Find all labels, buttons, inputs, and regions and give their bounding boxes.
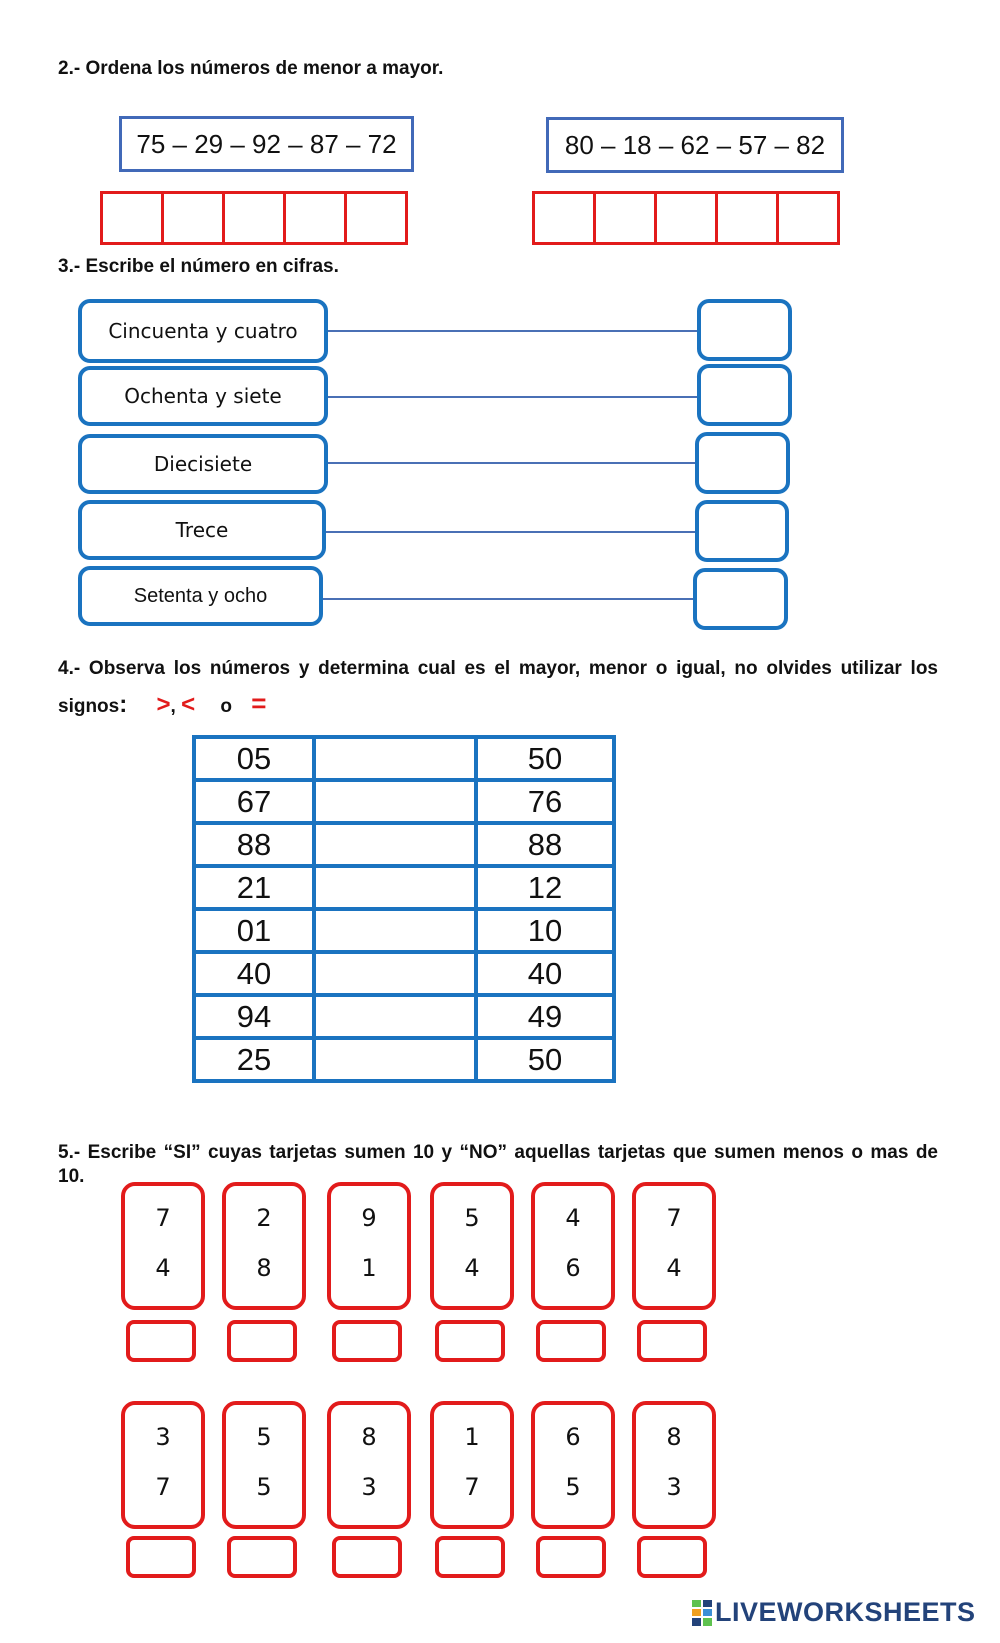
liveworksheets-logo xyxy=(692,1597,976,1628)
card-bottom-number: 3 xyxy=(666,1473,682,1501)
card-bottom-number: 1 xyxy=(361,1254,377,1282)
order-answer-row-1 xyxy=(100,191,408,245)
left-number: 40 xyxy=(194,952,314,995)
left-number: 21 xyxy=(194,866,314,909)
card-bottom-number: 4 xyxy=(666,1254,682,1282)
comparison-row xyxy=(194,952,614,995)
comparison-answer-cell[interactable] xyxy=(314,737,476,780)
number-word-box: Diecisiete xyxy=(78,434,328,494)
comparison-row xyxy=(194,737,614,780)
left-number: 94 xyxy=(194,995,314,1038)
number-card xyxy=(327,1182,411,1310)
left-number: 67 xyxy=(194,780,314,823)
comparison-answer-cell[interactable] xyxy=(314,952,476,995)
card-bottom-number: 4 xyxy=(464,1254,480,1282)
comparison-answer-cell[interactable] xyxy=(314,866,476,909)
card-top-number: 2 xyxy=(256,1204,272,1232)
number-sequence-1: 75 – 29 – 92 – 87 – 72 xyxy=(119,116,414,172)
si-no-answer-box[interactable] xyxy=(126,1320,196,1362)
number-card xyxy=(632,1182,716,1310)
card-top-number: 4 xyxy=(565,1204,581,1232)
card-top-number: 9 xyxy=(361,1204,377,1232)
right-number: 88 xyxy=(476,823,614,866)
si-no-answer-box[interactable] xyxy=(227,1536,297,1578)
number-card xyxy=(531,1182,615,1310)
card-top-number: 5 xyxy=(464,1204,480,1232)
right-number: 49 xyxy=(476,995,614,1038)
order-answer-cell[interactable] xyxy=(718,194,779,242)
comparison-row xyxy=(194,866,614,909)
section-5-heading: 5.- Escribe “SI” cuyas tarjetas sumen 10 y “NO” aquellas tarjetas que sumen menos o mas de xyxy=(58,1142,938,1163)
signs-label: signos xyxy=(58,696,120,717)
card-bottom-number: 7 xyxy=(464,1473,480,1501)
card-bottom-number: 4 xyxy=(155,1254,171,1282)
comparison-answer-cell[interactable] xyxy=(314,780,476,823)
section-3-heading: 3.- Escribe el número en cifras. xyxy=(58,256,339,277)
si-no-answer-box[interactable] xyxy=(637,1320,707,1362)
comparison-row xyxy=(194,780,614,823)
right-number: 50 xyxy=(476,1038,614,1081)
greater-than-symbol: > xyxy=(156,691,171,718)
number-answer-box[interactable] xyxy=(695,432,790,494)
or-word: o xyxy=(220,696,232,717)
comparison-row xyxy=(194,823,614,866)
left-number: 01 xyxy=(194,909,314,952)
section-5-heading-cont: 10. xyxy=(58,1166,85,1187)
comparison-answer-cell[interactable] xyxy=(314,995,476,1038)
order-answer-cell[interactable] xyxy=(225,194,286,242)
order-answer-row-2 xyxy=(532,191,840,245)
order-answer-cell[interactable] xyxy=(779,194,837,242)
left-number: 05 xyxy=(194,737,314,780)
number-card xyxy=(430,1401,514,1529)
number-card xyxy=(327,1401,411,1529)
connector-line xyxy=(328,396,698,398)
number-sequence-2: 80 – 18 – 62 – 57 – 82 xyxy=(546,117,844,173)
number-answer-box[interactable] xyxy=(693,568,788,630)
number-answer-box[interactable] xyxy=(697,364,792,426)
si-no-answer-box[interactable] xyxy=(332,1320,402,1362)
comparison-answer-cell[interactable] xyxy=(314,1038,476,1081)
right-number: 12 xyxy=(476,866,614,909)
order-answer-cell[interactable] xyxy=(535,194,596,242)
right-number: 50 xyxy=(476,737,614,780)
order-answer-cell[interactable] xyxy=(347,194,405,242)
connector-line xyxy=(326,531,696,533)
number-card xyxy=(222,1401,306,1529)
comparison-answer-cell[interactable] xyxy=(314,909,476,952)
section-2-heading: 2.- Ordena los números de menor a mayor. xyxy=(58,58,444,79)
logo-text: LIVEWORKSHEETS xyxy=(715,1597,976,1627)
right-number: 40 xyxy=(476,952,614,995)
number-card xyxy=(222,1182,306,1310)
right-number: 10 xyxy=(476,909,614,952)
connector-line xyxy=(328,330,698,332)
logo-icon xyxy=(692,1600,712,1626)
number-word-box: Setenta y ocho xyxy=(78,566,323,626)
card-top-number: 6 xyxy=(565,1423,581,1451)
card-top-number: 7 xyxy=(155,1204,171,1232)
number-answer-box[interactable] xyxy=(697,299,792,361)
si-no-answer-box[interactable] xyxy=(435,1320,505,1362)
card-top-number: 1 xyxy=(464,1423,480,1451)
card-top-number: 8 xyxy=(361,1423,377,1451)
number-card xyxy=(121,1401,205,1529)
card-top-number: 5 xyxy=(256,1423,272,1451)
left-number: 88 xyxy=(194,823,314,866)
number-card xyxy=(430,1182,514,1310)
card-top-number: 8 xyxy=(666,1423,682,1451)
number-answer-box[interactable] xyxy=(695,500,789,562)
card-bottom-number: 8 xyxy=(256,1254,272,1282)
comparison-row xyxy=(194,1038,614,1081)
si-no-answer-box[interactable] xyxy=(126,1536,196,1578)
order-answer-cell[interactable] xyxy=(103,194,164,242)
right-number: 76 xyxy=(476,780,614,823)
signs-line xyxy=(58,688,266,719)
card-top-number: 3 xyxy=(155,1423,171,1451)
left-number: 25 xyxy=(194,1038,314,1081)
order-answer-cell[interactable] xyxy=(596,194,657,242)
number-word-box: Ochenta y siete xyxy=(78,366,328,426)
equal-symbol: = xyxy=(251,688,267,718)
number-card xyxy=(121,1182,205,1310)
si-no-answer-box[interactable] xyxy=(536,1320,606,1362)
signs-comma: , xyxy=(170,696,176,717)
number-word-box: Trece xyxy=(78,500,326,560)
order-answer-cell[interactable] xyxy=(286,194,347,242)
comparison-table xyxy=(192,735,616,1083)
order-answer-cell[interactable] xyxy=(657,194,718,242)
si-no-answer-box[interactable] xyxy=(332,1536,402,1578)
card-bottom-number: 3 xyxy=(361,1473,377,1501)
order-answer-cell[interactable] xyxy=(164,194,225,242)
si-no-answer-box[interactable] xyxy=(435,1536,505,1578)
card-bottom-number: 7 xyxy=(155,1473,171,1501)
comparison-row xyxy=(194,995,614,1038)
card-bottom-number: 5 xyxy=(565,1473,581,1501)
card-bottom-number: 5 xyxy=(256,1473,272,1501)
section-4-heading: 4.- Observa los números y determina cual es el mayor, menor o igual, no olvides utilizar los xyxy=(58,658,938,679)
number-word-box: Cincuenta y cuatro xyxy=(78,299,328,363)
si-no-answer-box[interactable] xyxy=(637,1536,707,1578)
connector-line xyxy=(328,462,696,464)
si-no-answer-box[interactable] xyxy=(536,1536,606,1578)
comparison-row xyxy=(194,909,614,952)
signs-colon: : xyxy=(119,691,128,718)
less-than-symbol: < xyxy=(181,691,196,718)
card-top-number: 7 xyxy=(666,1204,682,1232)
card-bottom-number: 6 xyxy=(565,1254,581,1282)
si-no-answer-box[interactable] xyxy=(227,1320,297,1362)
number-card xyxy=(632,1401,716,1529)
comparison-answer-cell[interactable] xyxy=(314,823,476,866)
connector-line xyxy=(323,598,693,600)
number-card xyxy=(531,1401,615,1529)
